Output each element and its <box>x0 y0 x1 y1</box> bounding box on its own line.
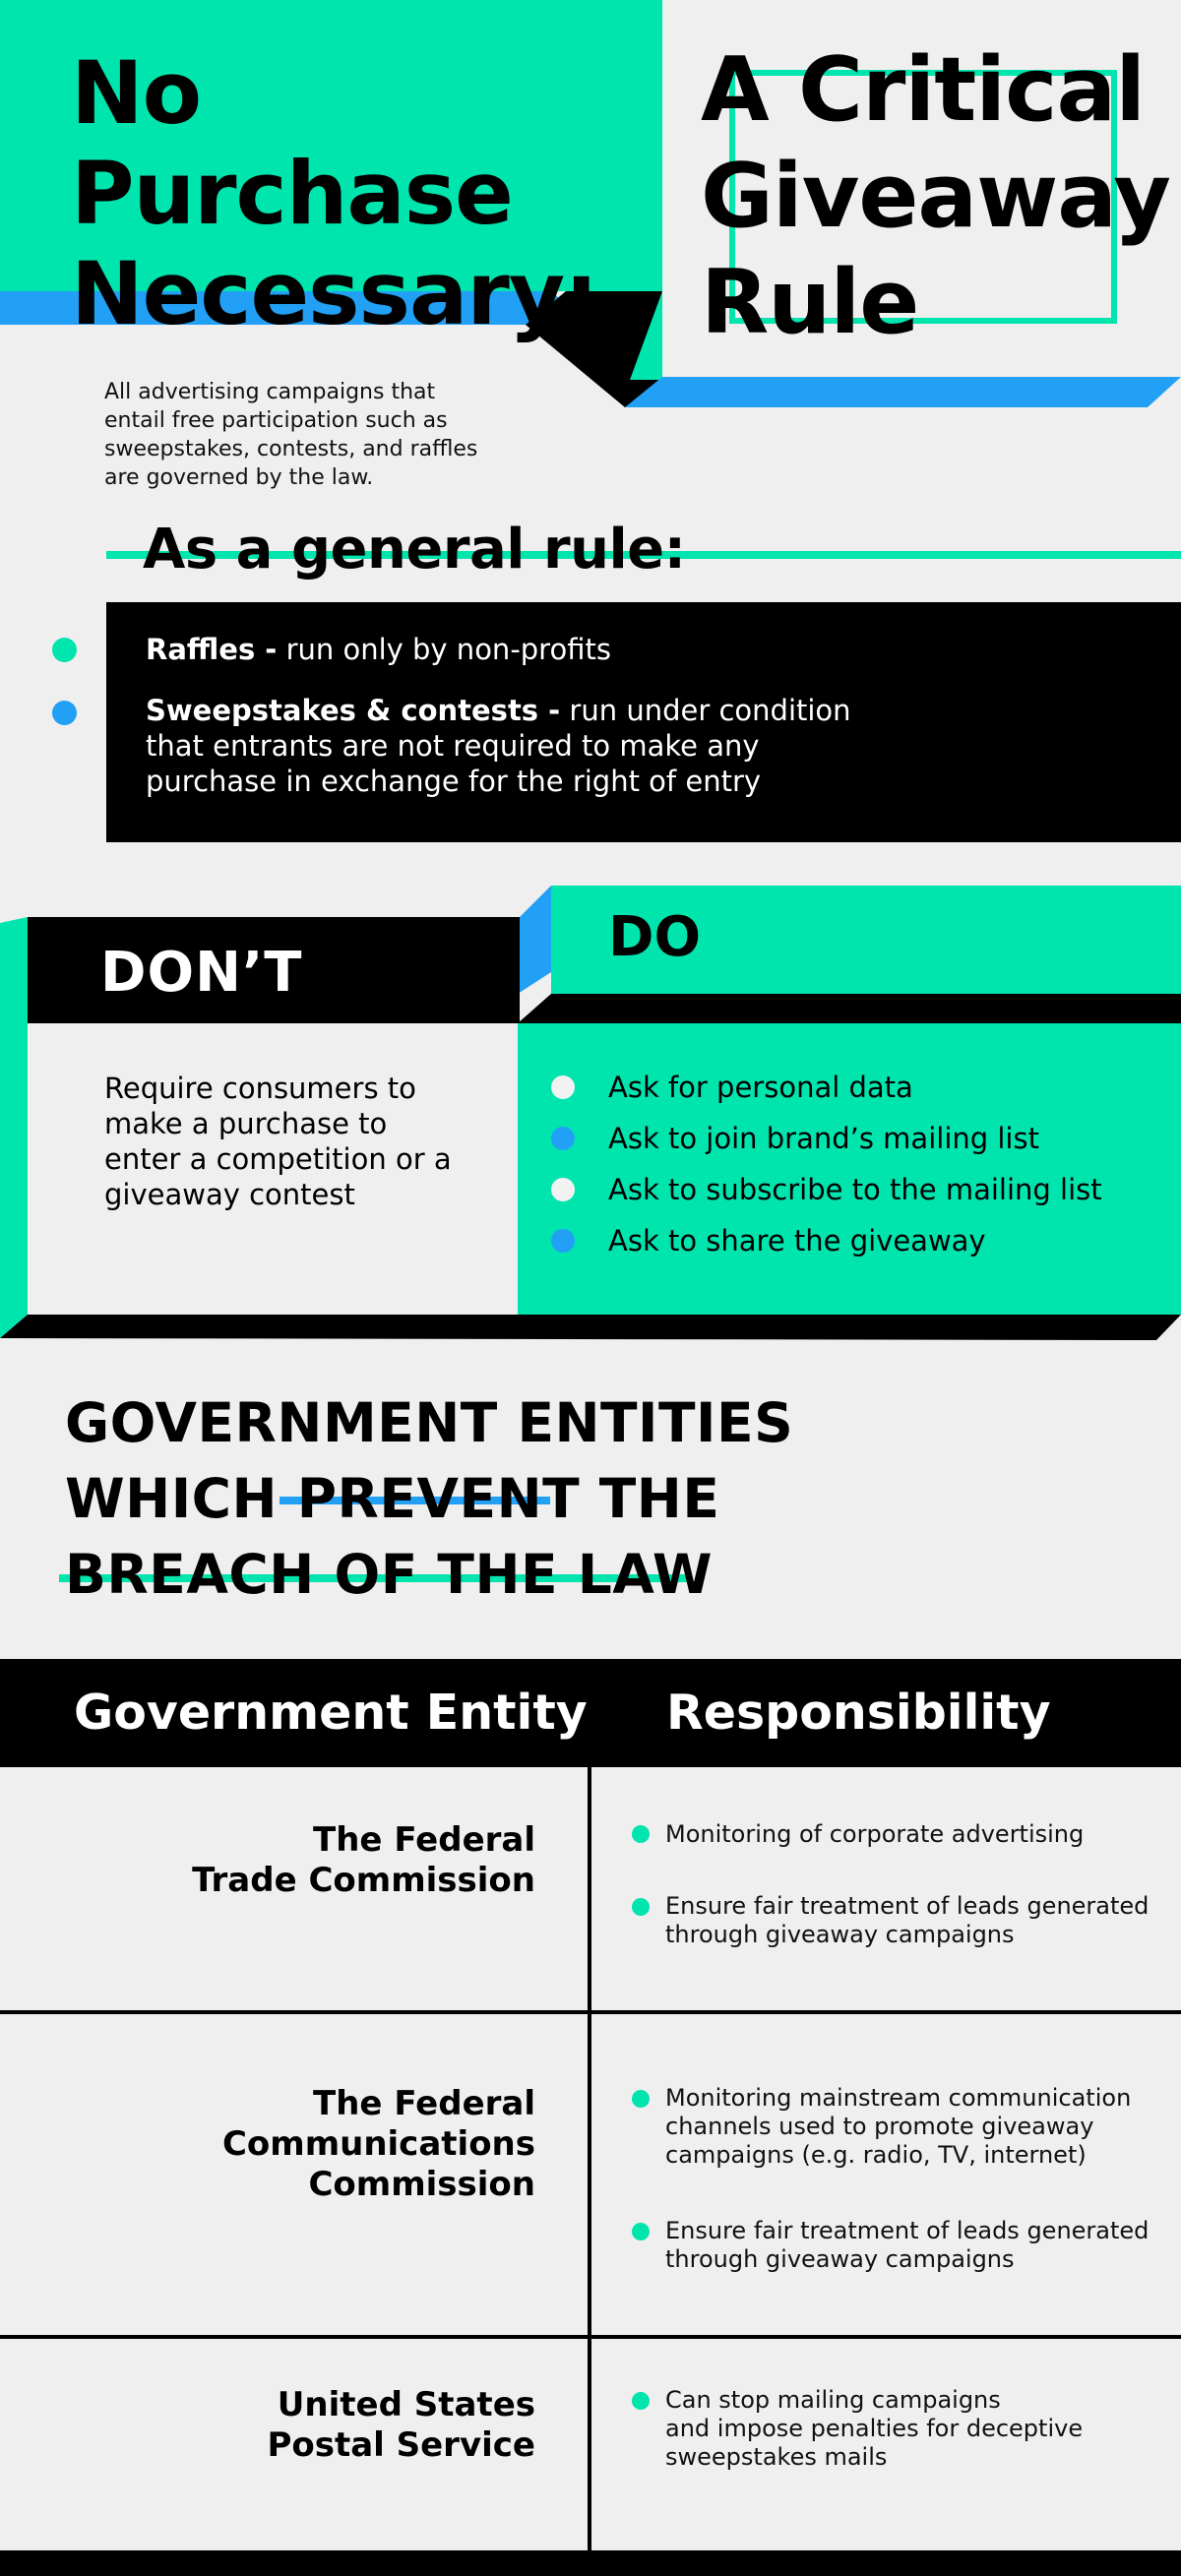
intro-line4: are governed by the law. <box>104 465 374 490</box>
table-header-entity: Government Entity <box>0 1659 588 1767</box>
table-row-entity <box>0 2385 535 2466</box>
responsibility-item <box>665 2217 1157 2274</box>
entity-line: The Federal <box>313 2084 535 2123</box>
entity-line: Trade Commission <box>192 1861 535 1900</box>
responsibility-line: Can stop mailing campaigns <box>665 2386 1001 2414</box>
table-row-entity <box>0 1820 535 1901</box>
rule-item-text: run under condition <box>569 694 851 727</box>
green-bullet-icon <box>632 2223 650 2240</box>
rule-item-term: Raffles - <box>146 633 278 666</box>
do-item: Ask to subscribe to the mailing list <box>608 1173 1102 1206</box>
green-bullet-icon <box>52 638 77 662</box>
title-left <box>71 43 661 344</box>
do-item: Ask for personal data <box>608 1071 913 1104</box>
table-column-divider <box>588 1659 591 2550</box>
responsibility-item <box>665 2084 1157 2170</box>
intro-line1: All advertising campaigns that <box>104 380 436 404</box>
responsibility-item <box>665 1820 1157 1849</box>
dont-text <box>104 1071 478 1212</box>
dont-line3: enter a competition or a <box>104 1142 452 1176</box>
title-right-line2: Giveaway <box>701 145 1170 248</box>
intro-text <box>104 378 518 492</box>
responsibility-line: Monitoring mainstream communication <box>665 2084 1132 2112</box>
entity-line: Communications <box>221 2124 535 2164</box>
rule-item-text: run only by non-profits <box>285 633 611 666</box>
blue-bullet-icon <box>52 701 77 725</box>
blue-bullet-icon <box>551 1229 575 1253</box>
white-bullet-icon <box>551 1178 575 1201</box>
intro-line3: sweepstakes, contests, and raffles <box>104 437 478 461</box>
table-row-divider <box>0 2335 1181 2339</box>
responsibility-line: Ensure fair treatment of leads generated <box>665 2217 1150 2244</box>
dont-body <box>28 1023 518 1315</box>
responsibility-line: campaigns (e.g. radio, TV, internet) <box>665 2141 1087 2169</box>
rule-item-sweepstakes <box>146 693 851 799</box>
title-right <box>701 37 1173 356</box>
responsibility-item <box>665 2386 1157 2472</box>
responsibility-line: Monitoring of corporate advertising <box>665 1820 1085 1848</box>
title-right-line3: Rule <box>701 251 919 354</box>
government-title-line2: WHICH PREVENT THE <box>65 1467 720 1530</box>
dont-header <box>28 917 520 1023</box>
do-list <box>518 1023 1181 1315</box>
do-label: DO <box>608 905 702 969</box>
green-bullet-icon <box>632 2392 650 2410</box>
title-right-line1: A Critical <box>701 38 1146 142</box>
rule-item-term: Sweepstakes & contests - <box>146 694 561 727</box>
title-left-line2: Necessary: <box>71 243 598 344</box>
table-bottom-bar <box>0 2550 1181 2576</box>
general-rule-box <box>106 602 1181 842</box>
entity-line: United States <box>277 2385 535 2424</box>
table-header-responsibility: Responsibility <box>591 1659 1181 1767</box>
blue-bullet-icon <box>551 1127 575 1150</box>
responsibility-line: and impose penalties for deceptive <box>665 2415 1084 2442</box>
government-title-line1: GOVERNMENT ENTITIES <box>65 1391 794 1454</box>
entity-line: Commission <box>308 2165 535 2204</box>
responsibility-item <box>665 1892 1157 1949</box>
rule-item-text: that entrants are not required to make any <box>146 729 760 763</box>
do-item: Ask to join brand’s mailing list <box>608 1122 1039 1155</box>
general-rule-title: As a general rule: <box>143 518 686 582</box>
do-item: Ask to share the giveaway <box>608 1224 986 1257</box>
responsibility-line: Ensure fair treatment of leads generated <box>665 1892 1150 1920</box>
entity-line: Postal Service <box>267 2425 535 2465</box>
responsibility-line: through giveaway campaigns <box>665 1921 1015 1948</box>
table-row-divider <box>0 2010 1181 2014</box>
intro-line2: entail free participation such as <box>104 408 448 433</box>
government-title-line3: BREACH OF THE LAW <box>65 1543 713 1606</box>
dont-line1: Require consumers to <box>104 1072 416 1105</box>
green-bullet-icon <box>632 2090 650 2108</box>
green-bullet-icon <box>632 1898 650 1916</box>
rule-item-text: purchase in exchange for the right of entry <box>146 765 762 798</box>
responsibility-line: through giveaway campaigns <box>665 2245 1015 2273</box>
white-bullet-icon <box>551 1075 575 1099</box>
responsibility-line: channels used to promote giveaway <box>665 2113 1094 2140</box>
green-bullet-icon <box>632 1825 650 1843</box>
table-row-entity <box>0 2084 535 2205</box>
government-title <box>65 1385 852 1613</box>
dont-label: DON’T <box>100 941 303 1005</box>
dont-line4: giveaway contest <box>104 1178 355 1211</box>
title-left-line1: No Purchase <box>71 42 513 244</box>
responsibility-line: sweepstakes mails <box>665 2443 888 2471</box>
entity-line: The Federal <box>313 1820 535 1860</box>
rule-item-raffles <box>146 632 611 667</box>
dont-line2: make a purchase to <box>104 1107 388 1140</box>
